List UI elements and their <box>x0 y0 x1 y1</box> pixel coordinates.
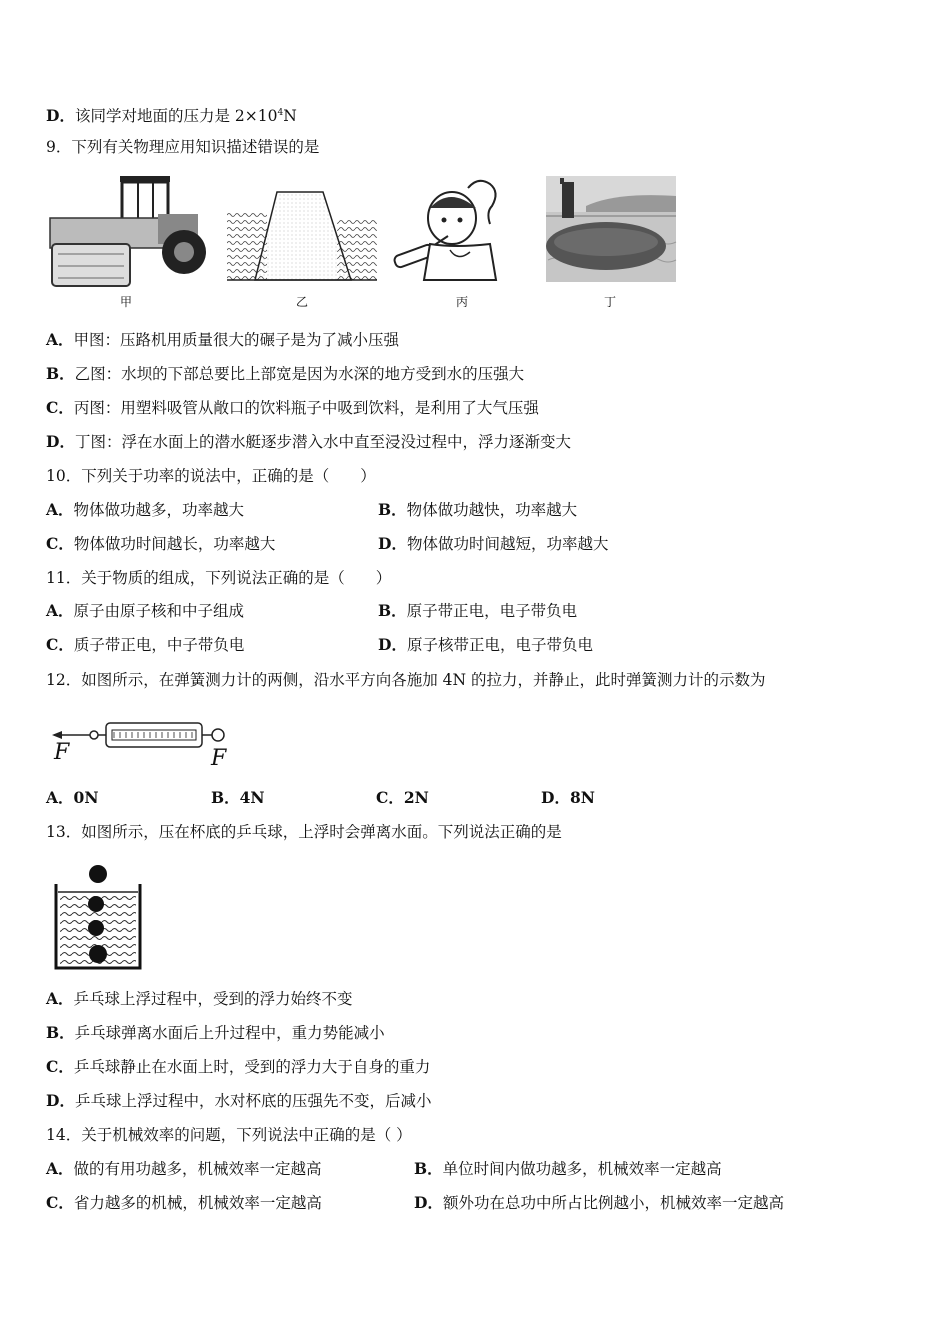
option-label: A． <box>46 788 74 807</box>
option-text: 额外功在总功中所占比例越小，机械效率一定越高 <box>442 1194 784 1212</box>
q10-stem: 10．下列关于功率的说法中，正确的是（ ） <box>46 467 376 485</box>
girl-drinking-image <box>390 178 520 282</box>
q9-option-c <box>46 398 539 418</box>
q12-option-c <box>376 788 429 808</box>
option-text: 物体做功越多，功率越大 <box>73 501 245 519</box>
q9-option-b <box>46 364 524 384</box>
option-label: C． <box>46 1193 74 1212</box>
option-text: 丁图：浮在水面上的潜水艇逐步潜入水中直至浸没过程中，浮力逐渐变大 <box>74 433 571 451</box>
q13-option-a <box>46 989 353 1009</box>
option-text: 乒乓球静止在水面上时，受到的浮力大于自身的重力 <box>73 1058 431 1076</box>
option-label: D． <box>378 635 407 654</box>
q10-option-b <box>378 500 577 520</box>
option-text: 单位时间内做功越多，机械效率一定越高 <box>442 1160 722 1178</box>
option-text: 省力越多的机械，机械效率一定越高 <box>73 1194 322 1212</box>
caption-bing: 丙 <box>456 295 469 309</box>
option-text: 原子带正电，电子带负电 <box>406 602 578 620</box>
option-label: D． <box>541 788 570 807</box>
option-label: D． <box>46 106 75 126</box>
option-label: B． <box>211 788 240 807</box>
option-label: B． <box>378 601 407 620</box>
q13-option-b <box>46 1023 385 1043</box>
option-text: 质子带正电，中子带负电 <box>73 636 245 654</box>
option-text: 乒乓球上浮过程中，受到的浮力始终不变 <box>73 990 353 1008</box>
q11-option-d <box>378 635 593 655</box>
option-label: C． <box>46 534 74 553</box>
q13-option-d <box>46 1091 431 1111</box>
option-label: C． <box>376 788 404 807</box>
option-label: B． <box>414 1159 443 1178</box>
option-label: C． <box>46 635 74 654</box>
option-label: A． <box>46 500 74 519</box>
q11-option-a <box>46 601 244 621</box>
option-label: C． <box>46 398 74 417</box>
option-text: 乙图：水坝的下部总要比上部宽是因为水深的地方受到水的压强大 <box>74 365 525 383</box>
option-text: 0N <box>73 788 99 807</box>
exponent: 4 <box>277 108 284 118</box>
option-text: 做的有用功越多，机械效率一定越高 <box>73 1160 322 1178</box>
submarine-image <box>546 176 676 282</box>
q11-option-b <box>378 601 577 621</box>
q12-option-d <box>541 788 595 808</box>
option-label: D． <box>46 432 75 451</box>
q14-option-b <box>414 1159 722 1179</box>
q14-option-c <box>46 1193 322 1213</box>
option-text: 物体做功时间越短，功率越大 <box>406 535 609 553</box>
ping-pong-cup-diagram <box>52 862 144 972</box>
q14-option-a <box>46 1159 322 1179</box>
dam-image <box>227 190 377 282</box>
option-label: A． <box>46 1159 74 1178</box>
q14-stem: 14．关于机械效率的问题，下列说法中正确的是（ ） <box>46 1126 412 1144</box>
option-text: 2N <box>403 788 429 807</box>
q11-stem: 11．关于物质的组成，下列说法正确的是（ ） <box>46 569 392 587</box>
q12-stem: 12．如图所示，在弹簧测力计的两侧，沿水平方向各施加 4N 的拉力，并静止，此时弹簧测力计的示数为 <box>46 671 766 689</box>
q10-option-c <box>46 534 275 554</box>
caption-yi: 乙 <box>296 295 309 309</box>
option-label: A． <box>46 330 74 349</box>
q13-stem: 13．如图所示，压在杯底的乒乓球，上浮时会弹离水面。下列说法正确的是 <box>46 823 562 841</box>
q9-option-d <box>46 432 571 452</box>
option-label: D． <box>378 534 407 553</box>
option-text: 物体做功越快，功率越大 <box>406 501 578 519</box>
option-label: D． <box>46 1091 75 1110</box>
unit: N <box>283 107 297 126</box>
option-text: 原子由原子核和中子组成 <box>73 602 245 620</box>
spring-scale-diagram <box>50 715 235 771</box>
q10-option-d <box>378 534 608 554</box>
option-label: B． <box>46 364 75 383</box>
option-label: D． <box>414 1193 443 1212</box>
option-label: A． <box>46 601 74 620</box>
option-label: B． <box>378 500 407 519</box>
force-label-left: F <box>54 740 70 765</box>
caption-ding: 丁 <box>604 295 617 309</box>
q11-option-c <box>46 635 244 655</box>
option-text: 原子核带正电，电子带负电 <box>406 636 593 654</box>
option-text: 甲图：压路机用质量很大的碾子是为了减小压强 <box>73 331 400 349</box>
option-label: B． <box>46 1023 75 1042</box>
road-roller-image <box>48 174 206 290</box>
option-text: 乒乓球上浮过程中，水对杯底的压强先不变，后减小 <box>74 1092 432 1110</box>
option-label: C． <box>46 1057 74 1076</box>
q12-option-a <box>46 788 98 808</box>
q9-option-a <box>46 330 399 350</box>
q9-stem: 9．下列有关物理应用知识描述错误的是 <box>46 138 320 156</box>
option-text: 该同学对地面的压力是 2×10 <box>74 107 278 126</box>
option-text: 8N <box>569 788 595 807</box>
q8-option-d <box>46 103 297 126</box>
q14-option-d <box>414 1193 784 1213</box>
q10-option-a <box>46 500 244 520</box>
force-label-right: F <box>211 746 227 771</box>
option-text: 丙图：用塑料吸管从敞口的饮料瓶子中吸到饮料，是利用了大气压强 <box>73 399 539 417</box>
q12-option-b <box>211 788 265 808</box>
q13-option-c <box>46 1057 430 1077</box>
option-text: 物体做功时间越长，功率越大 <box>73 535 276 553</box>
option-text: 4N <box>239 788 265 807</box>
caption-jia: 甲 <box>120 295 133 309</box>
option-label: A． <box>46 989 74 1008</box>
option-text: 乒乓球弹离水面后上升过程中，重力势能减小 <box>74 1024 385 1042</box>
